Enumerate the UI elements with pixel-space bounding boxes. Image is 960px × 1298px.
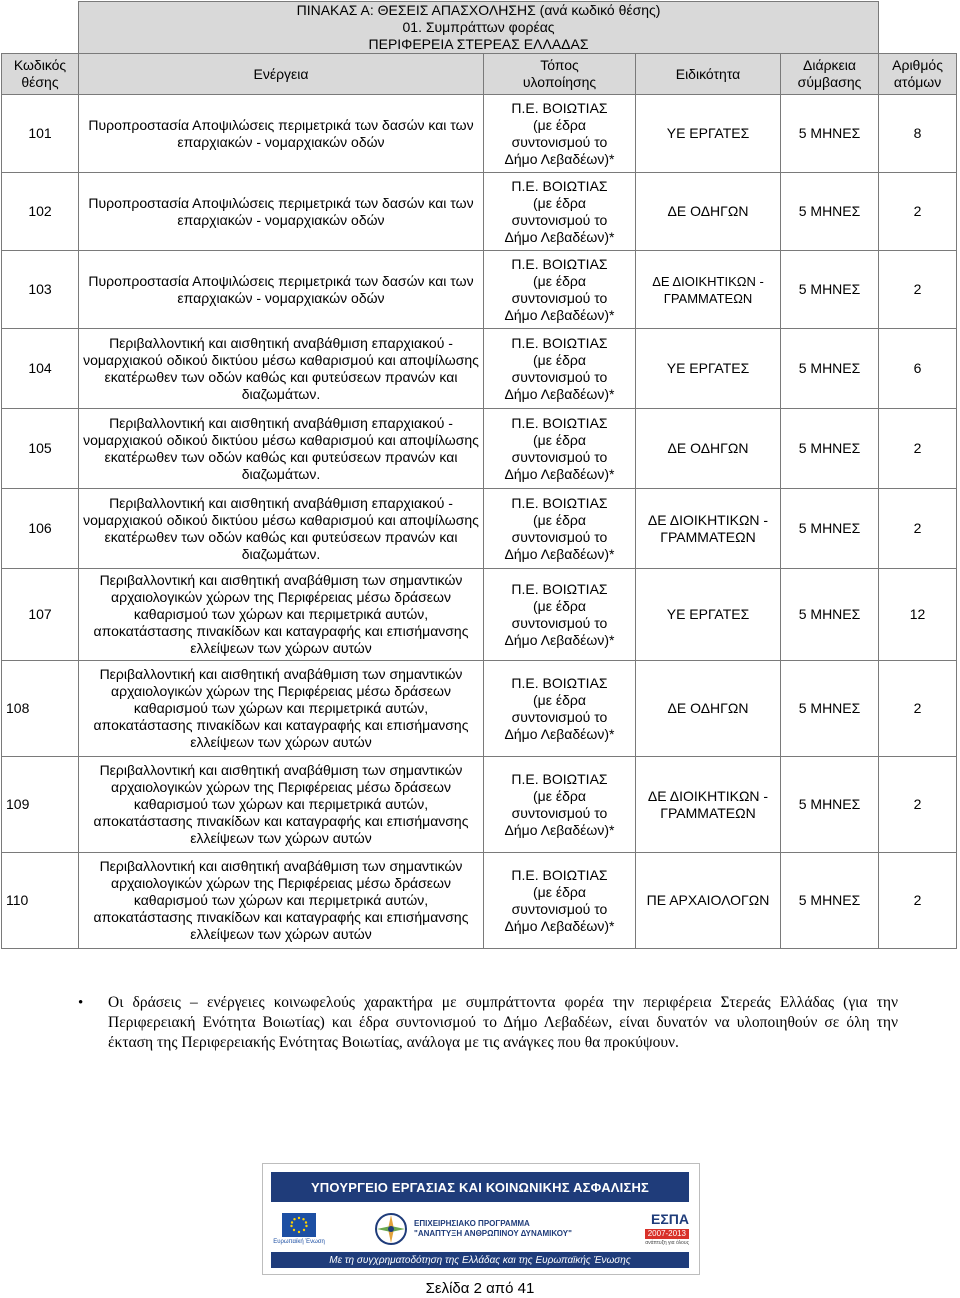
table-row — [2, 569, 957, 661]
header-action: Ενέργεια — [79, 54, 484, 95]
location-line: συντονισμού το — [511, 211, 608, 228]
position-code: 107 — [2, 569, 79, 661]
table-row — [2, 409, 957, 489]
eu-caption: Ευρωπαϊκή Ένωση — [273, 1238, 325, 1245]
table-row — [2, 661, 957, 757]
location-line: Δήμο Λεβαδέων)* — [504, 631, 615, 648]
compass-emblem-icon — [374, 1212, 408, 1246]
table-row — [2, 329, 957, 409]
location-cell — [484, 329, 636, 409]
location-line: Δήμο Λεβαδέων)* — [504, 545, 615, 562]
location-line: (με έδρα — [533, 351, 586, 368]
specialty-cell: ΔΕ ΟΔΗΓΩΝ — [636, 409, 781, 489]
positions-table — [1, 1, 957, 949]
location-cell — [484, 489, 636, 569]
programme-line-1: ΕΠΙΧΕΙΡΗΣΙΑΚΟ ΠΡΟΓΡΑΜΜΑ — [414, 1219, 530, 1228]
table-title — [79, 2, 879, 54]
location-line: (με έδρα — [533, 691, 586, 708]
location-line: συντονισμού το — [511, 289, 608, 306]
duration-cell: 5 ΜΗΝΕΣ — [781, 329, 879, 409]
header-location: Τόπος υλοποίησης — [484, 54, 636, 95]
header-persons: Αριθμός ατόμων — [879, 54, 957, 95]
action-cell: Περιβαλλοντική και αισθητική αναβάθμιση των σημαντικών αρχαιολογικών χώρων της Περιφέρειας μέσω δράσεων καθαρισμού των χώρων και περιμετρικά αυτών, αποκατάστασης πινακίδων και καταγραφής και επισήμανσης ελλείψεων των χώρων αυτών — [79, 661, 484, 757]
specialty-cell: ΔΕ ΟΔΗΓΩΝ — [636, 661, 781, 757]
specialty-cell: ΔΕ ΟΔΗΓΩΝ — [636, 173, 781, 251]
table-row — [2, 489, 957, 569]
programme-line-2: "ΑΝΑΠΤΥΞΗ ΑΝΘΡΩΠΙΝΟΥ ΔΥΝΑΜΙΚΟΥ" — [414, 1229, 572, 1238]
persons-cell: 2 — [879, 409, 957, 489]
persons-cell: 8 — [879, 95, 957, 173]
persons-cell: 2 — [879, 173, 957, 251]
action-cell: Πυροπροστασία Αποψιλώσεις περιμετρικά των δασών και των επαρχιακών - νομαρχιακών οδών — [79, 173, 484, 251]
location-line: Π.Ε. ΒΟΙΩΤΙΑΣ — [511, 770, 608, 787]
location-cell — [484, 95, 636, 173]
location-line: συντονισμού το — [511, 368, 608, 385]
location-line: (με έδρα — [533, 431, 586, 448]
table-row — [2, 173, 957, 251]
table-row — [2, 251, 957, 329]
note-paragraph — [78, 993, 898, 1053]
location-line: (με έδρα — [533, 787, 586, 804]
location-cell — [484, 569, 636, 661]
position-code: 104 — [2, 329, 79, 409]
specialty-cell: ΠΕ ΑΡΧΑΙΟΛΟΓΩΝ — [636, 853, 781, 949]
persons-cell: 2 — [879, 251, 957, 329]
location-line: (με έδρα — [533, 272, 586, 289]
location-line: συντονισμού το — [511, 528, 608, 545]
cofunding-strip: Με τη συγχρηματοδότηση της Ελλάδας και της Ευρωπαϊκής Ένωσης — [271, 1252, 689, 1268]
persons-cell: 6 — [879, 329, 957, 409]
specialty-cell: ΔΕ ΔΙΟΙΚΗΤΙΚΩΝ - ΓΡΑΜΜΑΤΕΩΝ — [636, 757, 781, 853]
action-cell: Περιβαλλοντική και αισθητική αναβάθμιση των σημαντικών αρχαιολογικών χώρων της Περιφέρειας μέσω δράσεων καθαρισμού των χώρων και περιμετρικά αυτών, αποκατάστασης πινακίδων και καταγραφής και επισήμανσης ελλείψεων των χώρων αυτών — [79, 757, 484, 853]
location-line: Δήμο Λεβαδέων)* — [504, 465, 615, 482]
specialty-cell: ΥΕ ΕΡΓΑΤΕΣ — [636, 329, 781, 409]
location-line: Δήμο Λεβαδέων)* — [504, 725, 615, 742]
position-code: 102 — [2, 173, 79, 251]
location-line: συντονισμού το — [511, 614, 608, 631]
duration-cell: 5 ΜΗΝΕΣ — [781, 95, 879, 173]
table-row — [2, 853, 957, 949]
position-code: 101 — [2, 95, 79, 173]
location-line: (με έδρα — [533, 511, 586, 528]
eu-flag-icon — [282, 1213, 316, 1237]
partner-line: 01. Συμπράττων φορέας — [402, 19, 555, 35]
position-code: 110 — [2, 853, 79, 949]
location-line: Π.Ε. ΒΟΙΩΤΙΑΣ — [511, 866, 608, 883]
location-line: συντονισμού το — [511, 448, 608, 465]
location-line: (με έδρα — [533, 597, 586, 614]
bullet-icon: • — [78, 995, 84, 1011]
location-line: συντονισμού το — [511, 804, 608, 821]
action-cell: Περιβαλλοντική και αισθητική αναβάθμιση επαρχιακού - νομαρχιακού οδικού δικτύου μέσω καθαρισμού και αποψίλωσης εκατέρωθεν των οδών καθώς και φυτεύσεων πρανών και διαζωμάτων. — [79, 329, 484, 409]
action-cell: Περιβαλλοντική και αισθητική αναβάθμιση των σημαντικών αρχαιολογικών χώρων της Περιφέρειας μέσω δράσεων καθαρισμού των χώρων και περιμετρικά αυτών, αποκατάστασης πινακίδων και καταγραφής και επισήμανσης ελλείψεων των χώρων αυτών — [79, 569, 484, 661]
header-duration: Διάρκεια σύμβασης — [781, 54, 879, 95]
location-line: Π.Ε. ΒΟΙΩΤΙΑΣ — [511, 334, 608, 351]
position-code: 106 — [2, 489, 79, 569]
location-line: Π.Ε. ΒΟΙΩΤΙΑΣ — [511, 177, 608, 194]
action-cell: Πυροπροστασία Αποψιλώσεις περιμετρικά των δασών και των επαρχιακών - νομαρχιακών οδών — [79, 95, 484, 173]
location-cell — [484, 251, 636, 329]
location-line: συντονισμού το — [511, 900, 608, 917]
duration-cell: 5 ΜΗΝΕΣ — [781, 853, 879, 949]
espa-sub: ανάπτυξη για όλους — [645, 1239, 689, 1246]
duration-cell: 5 ΜΗΝΕΣ — [781, 409, 879, 489]
location-line: Π.Ε. ΒΟΙΩΤΙΑΣ — [511, 414, 608, 431]
duration-cell: 5 ΜΗΝΕΣ — [781, 489, 879, 569]
eu-logo — [271, 1209, 327, 1249]
position-code: 103 — [2, 251, 79, 329]
location-cell — [484, 853, 636, 949]
location-line: συντονισμού το — [511, 708, 608, 725]
location-line: Π.Ε. ΒΟΙΩΤΙΑΣ — [511, 494, 608, 511]
duration-cell: 5 ΜΗΝΕΣ — [781, 661, 879, 757]
ministry-title: ΥΠΟΥΡΓΕΙΟ ΕΡΓΑΣΙΑΣ ΚΑΙ ΚΟΙΝΩΝΙΚΗΣ ΑΣΦΑΛΙΣΗΣ — [271, 1172, 689, 1202]
location-line: Π.Ε. ΒΟΙΩΤΙΑΣ — [511, 674, 608, 691]
location-cell — [484, 757, 636, 853]
header-row — [2, 54, 957, 95]
position-code: 109 — [2, 757, 79, 853]
location-cell — [484, 661, 636, 757]
position-code: 105 — [2, 409, 79, 489]
location-line: (με έδρα — [533, 194, 586, 211]
table-row — [2, 95, 957, 173]
persons-cell: 2 — [879, 853, 957, 949]
action-cell: Περιβαλλοντική και αισθητική αναβάθμιση επαρχιακού - νομαρχιακού οδικού δικτύου μέσω καθαρισμού και αποψίλωσης εκατέρωθεν των οδών καθώς και φυτεύσεων πρανών και διαζωμάτων. — [79, 489, 484, 569]
location-line: (με έδρα — [533, 116, 586, 133]
funding-banner — [262, 1163, 700, 1275]
table-row — [2, 757, 957, 853]
location-line: Π.Ε. ΒΟΙΩΤΙΑΣ — [511, 99, 608, 116]
location-line: Δήμο Λεβαδέων)* — [504, 306, 615, 323]
location-line: Δήμο Λεβαδέων)* — [504, 821, 615, 838]
persons-cell: 2 — [879, 661, 957, 757]
espa-years: 2007-2013 — [645, 1229, 689, 1239]
logo-strip — [271, 1208, 689, 1250]
action-cell: Περιβαλλοντική και αισθητική αναβάθμιση των σημαντικών αρχαιολογικών χώρων της Περιφέρειας μέσω δράσεων καθαρισμού των χώρων και περιμετρικά αυτών, αποκατάστασης πινακίδων και καταγραφής και επισήμανσης ελλείψεων των χώρων αυτών — [79, 853, 484, 949]
note-text: Οι δράσεις – ενέργειες κοινωφελούς χαρακτήρα με συμπράττοντα φορέα την περιφέρεια Στερεάς Ελλάδας (για την Περιφερειακή Ενότητα Βοιωτίας) και έδρα συντονισμού το Δήμο Λεβαδέων, είναι δυνατόν να υλοποιηθούν σε όλη την έκταση της Περιφερειακής Ενότητας Βοιωτίας, ανάλογα με τις ανάγκες που θα προκύψουν. — [108, 994, 898, 1051]
main-title: ΠΙΝΑΚΑΣ Α: ΘΕΣΕΙΣ ΑΠΑΣΧΟΛΗΣΗΣ (ανά κωδικό θέσης) — [296, 2, 661, 18]
location-line: Δήμο Λεβαδέων)* — [504, 917, 615, 934]
specialty-cell: ΥΕ ΕΡΓΑΤΕΣ — [636, 569, 781, 661]
duration-cell: 5 ΜΗΝΕΣ — [781, 173, 879, 251]
location-cell — [484, 409, 636, 489]
action-cell: Περιβαλλοντική και αισθητική αναβάθμιση επαρχιακού - νομαρχιακού οδικού δικτύου μέσω καθαρισμού και αποψίλωσης εκατέρωθεν των οδών καθώς και φυτεύσεων πρανών και διαζωμάτων. — [79, 409, 484, 489]
location-line: Π.Ε. ΒΟΙΩΤΙΑΣ — [511, 580, 608, 597]
specialty-cell: ΥΕ ΕΡΓΑΤΕΣ — [636, 95, 781, 173]
specialty-cell: ΔΕ ΔΙΟΙΚΗΤΙΚΩΝ - ΓΡΑΜΜΑΤΕΩΝ — [636, 251, 781, 329]
location-line: Δήμο Λεβαδέων)* — [504, 150, 615, 167]
duration-cell: 5 ΜΗΝΕΣ — [781, 251, 879, 329]
header-code: Κωδικός θέσης — [2, 54, 79, 95]
header-specialty: Ειδικότητα — [636, 54, 781, 95]
persons-cell: 12 — [879, 569, 957, 661]
duration-cell: 5 ΜΗΝΕΣ — [781, 569, 879, 661]
location-line: Δήμο Λεβαδέων)* — [504, 228, 615, 245]
location-line: Δήμο Λεβαδέων)* — [504, 385, 615, 402]
espa-word: ΕΣΠΑ — [651, 1210, 689, 1227]
position-code: 108 — [2, 661, 79, 757]
specialty-cell: ΔΕ ΔΙΟΙΚΗΤΙΚΩΝ - ΓΡΑΜΜΑΤΕΩΝ — [636, 489, 781, 569]
programme-logo — [374, 1212, 572, 1246]
location-line: (με έδρα — [533, 883, 586, 900]
location-line: συντονισμού το — [511, 133, 608, 150]
location-cell — [484, 173, 636, 251]
action-cell: Πυροπροστασία Αποψιλώσεις περιμετρικά των δασών και των επαρχιακών - νομαρχιακών οδών — [79, 251, 484, 329]
espa-logo — [619, 1209, 689, 1249]
persons-cell: 2 — [879, 757, 957, 853]
page-number: Σελίδα 2 από 41 — [425, 1280, 535, 1297]
location-line: Π.Ε. ΒΟΙΩΤΙΑΣ — [511, 255, 608, 272]
persons-cell: 2 — [879, 489, 957, 569]
region-line: ΠΕΡΙΦΕΡΕΙΑ ΣΤΕΡΕΑΣ ΕΛΛΑΔΑΣ — [368, 36, 589, 52]
duration-cell: 5 ΜΗΝΕΣ — [781, 757, 879, 853]
